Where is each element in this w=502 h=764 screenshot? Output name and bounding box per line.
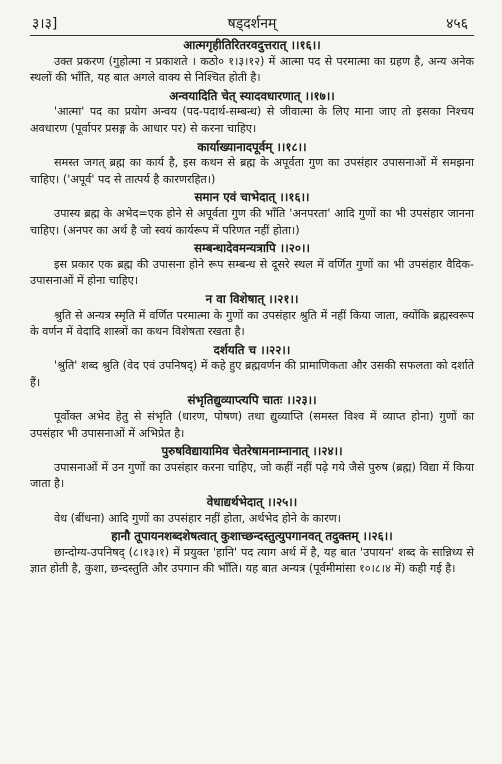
sutra-heading: कार्याख्यानादपूर्वम् ।।१८।।: [197, 139, 307, 154]
sutra-heading: समान एवं चाभेदात् ।।१६।।: [194, 190, 310, 205]
commentary-paragraph: 'आत्मा' पद का प्रयोग अन्वय (पद-पदार्थ-सम्बन्ध) से जीवात्मा के लिए माना जाए तो इसका निश्चय अवधारण (पूर्वापर प्रसङ्ग के आधार पर) से करना चाहिए।: [30, 105, 474, 135]
sutra-heading: दर्शयति च ।।२२।।: [213, 342, 291, 357]
commentary-paragraph: उक्त प्रकरण (गुहोत्मा न प्रकाशते । कठो० १।३।१२) में आत्मा पद से परमात्मा का ग्रहण है, अन्य अनेक स्थलों की भाँति, यह बात अगले वाक्य से निश्चित होती है।: [30, 54, 474, 85]
page-body: [30, 37, 474, 578]
sutra-heading: पुरुषविद्यायामिव चेतरेषामनाम्नानात् ।।२४।।: [161, 444, 343, 459]
commentary-paragraph: छान्दोग्य-उपनिषद् (८।१३।१) में प्रयुक्त 'हानि' पद त्याग अर्थ में है, यह बात 'उपायन' शब्द के सान्निध्य से ज्ञात होती है, कुशा, छन्दस्तुति और उपगान की भाँति। यह बात अन्यत्र (पूर्वमीमांसा १०।८।४ में) कही गई है।: [30, 545, 474, 576]
commentary-paragraph: समस्त जगत् ब्रह्म का कार्य है, इस कथन से ब्रह्म के अपूर्वता गुण का उपसंहार उपासनाओं में समझना चाहिए। ('अपूर्व' पद से तात्पर्य है कारणरहित।): [30, 156, 474, 186]
commentary-paragraph: 'श्रुति' शब्द श्रुति (वेद एवं उपनिषद्) में कहे हुए ब्रह्मवर्णन की प्रामाणिकता और उसकी सफलता को दर्शाते हैं।: [30, 359, 474, 389]
sutra-heading: वेधाद्यर्थभेदात् ।।२५।।: [206, 495, 298, 510]
commentary-paragraph: वेध (बींधना) आदि गुणों का उपसंहार नहीं होता, अर्थभेद होने के कारण।: [54, 511, 341, 525]
page-number: ४५६: [446, 16, 468, 32]
commentary-paragraph: इस प्रकार एक ब्रह्म की उपासना होने रूप सम्बन्ध से दूसरे स्थल में वर्णित गुणों का भी उपसंहार वैदिक-उपासनाओं में होना चाहिए।: [30, 257, 474, 288]
sutra-heading: अन्वयादिति चेत् स्यादवधारणात् ।।१७।।: [169, 88, 335, 103]
header-rule: [30, 35, 474, 36]
chapter-section-marker: ३।३]: [32, 16, 58, 32]
page-header: [30, 0, 474, 36]
sutra-heading: संभृतिद्युव्याप्त्यपि चातः ।।२३।।: [187, 393, 317, 408]
commentary-paragraph: श्रुति से अन्यत्र स्मृति में वर्णित परमात्मा के गुणों का उपसंहार श्रुति में नहीं किया जाता, क्योंकि ब्रह्मस्वरूप के वर्णन में वेदादि शास्त्रों का कथन विशेषता रखता है।: [30, 308, 474, 339]
commentary-paragraph: उपासनाओं में उन गुणों का उपसंहार करना चाहिए, जो कहीं नहीं पढ़े गये जैसे पुरुष (ब्रह्म) विद्या में किया जाता है।: [30, 460, 474, 491]
running-title: षड्दर्शनम्: [227, 16, 277, 32]
commentary-paragraph: पूर्वोक्त अभेद हेतु से संभृति (धारण, पोषण) तथा द्युव्याप्ति (समस्त विश्व में व्याप्त होना) गुणों का उपसंहार भी उपासनाओं में अभिप्रेत है।: [30, 410, 474, 440]
sutra-heading: हानौ तूपायनशब्दशेषत्वात् कुशाच्छन्दस्तुत्युपगानवत् तदुक्तम् ।।२६।।: [111, 529, 393, 544]
sutra-heading: आत्मगृहीतिरितरवदुत्तरात् ।।१६।।: [183, 38, 321, 52]
sutra-heading: सम्बन्धादेवमन्यत्रापि ।।२०।।: [194, 241, 310, 256]
sutra-heading: न वा विशेषात् ।।२१।।: [205, 291, 299, 306]
commentary-paragraph: उपास्य ब्रह्म के अभेद=एक होने से अपूर्वता गुण की भाँति 'अनपरता' आदि गुणों का भी उपसंहार जानना चाहिए। (अनपर का अर्थ है जो स्वयं कार्यरूप में परिणत नहीं होता।): [30, 206, 474, 237]
